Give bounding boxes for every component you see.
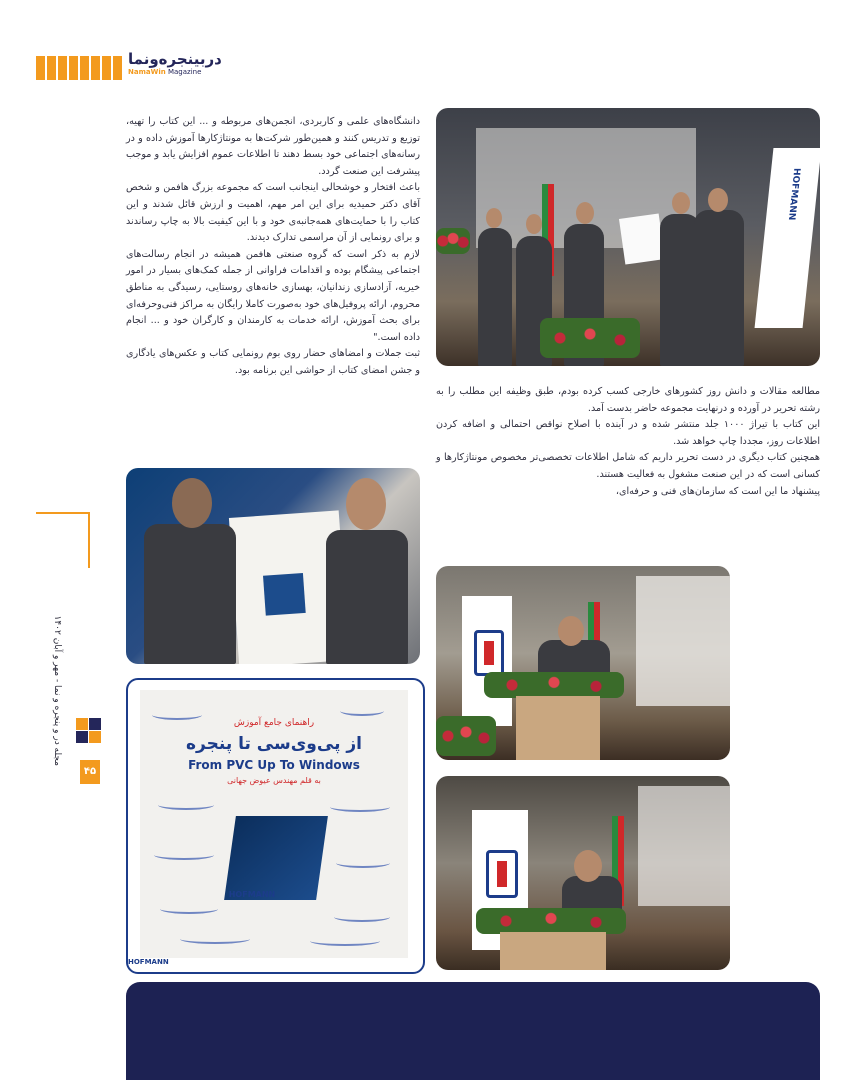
footer-band [126,982,820,1080]
article-paragraph: ثبت جملات و امضاهای حضار روی بوم رونمایی کتاب و عکس‌های یادگاری و جشن امضای کتاب از حواشی این برنامه بود. [126,348,420,376]
book-cover [224,816,328,900]
magazine-logo[interactable] [128,50,222,84]
article-paragraph: مطالعه مقالات و دانش روز کشورهای خارجی کسب کرده بودم، طبق وظیفه این مطلب را به رشته تحریر در آورده و درنهایت مجموعه حاضر بدست آمد. [436,386,820,414]
article-paragraph: این کتاب با تیراژ ۱۰۰۰ جلد منتشر شده و در آینده با اصلاح نواقص احتمالی و اضافه کردن اطلاعات روز، مجددا چاپ خواهد شد. [436,419,820,447]
article-paragraph: پیشنهاد ما این است که سازمان‌های فنی و حرفه‌ای، [615,485,820,497]
article-paragraph: لازم به ذکر است که گروه صنعتی هافمن همیشه در انجام رسالت‌های اجتماعی پیشگام بوده و اقدامات فراوانی از جمله کمک‌های بسیار در امور خیریه، آزادسازی زندانیان، بهسازی خانه‌های روستایی، رسیدگی به مناطق محروم، ارائه پروفیل‌های خود به‌صورت کاملا رایگان به مراکز فنی‌وحرفه‌ای برای بحث آموزش، ارائه خدمات به کارمندان و کارگران خود و ... انجام داده است." [126,248,420,343]
sidebar-magazine-line: مجله در و پنجره و نما - مهر و آبان ۱۴۰۲ [52,615,62,766]
frame-logo: HOFMANN [128,958,169,966]
stage-banner-text: HOFMANN [785,168,802,221]
photo-speaker-two [436,776,730,970]
photo-speaker-one [436,566,730,760]
photo-signed-poster [140,690,408,958]
article-paragraph: همچنین کتاب دیگری در دست تحریر داریم که شامل اطلاعات تخصصی‌تر مخصوص مونتاژکارها و کسانی است که در این صنعت مشغول به فعالیت هستند. [436,452,820,480]
logo-sub-text: NamaWin Magazine [128,68,202,76]
article-left-column [126,114,420,380]
article-right-column [436,384,820,500]
poster-title-en: From PVC Up To Windows [188,758,360,772]
page-number: ۴۵ [80,760,100,784]
poster-title: از پی‌وی‌سی تا پنجره [186,734,362,754]
window-logo-icon [76,718,102,746]
book-logo: HOFMANN [228,890,276,899]
photo-unveiling-ceremony [436,108,820,366]
article-paragraph: دانشگاه‌های علمی و کاربردی، انجمن‌های مربوطه و ... این کتاب را تهیه، توزیع و تدریس کنند و همین‌طور شرکت‌ها به مونتاژکارها آموزش داده و در رسانه‌های اجتماعی خود بسط دهند تا اطلاعات عموم افزایش یابد و موجب پیشرفت این صنعت گردد. [126,116,420,177]
poster-tagline: به قلم مهندس عیوض جهانی [227,776,321,785]
logo-main-text: دربینجره‌ونما [128,50,222,68]
header-color-stripes [36,56,124,80]
sidebar-accent-line [36,512,90,514]
photo-signing-poster [126,468,420,664]
sidebar-accent-line-vertical [88,512,90,568]
article-paragraph: باعث افتخار و خوشحالی اینجانب است که مجموعه بزرگ هافمن و شخص آقای دکتر حمیدیه برای این امر مهم، اهمیت و ارزش قائل شدند و این کتاب را با حمایت‌های همه‌جانبه‌ی خود و با این کیفیت بالا به چاپ رساندند و برای رونمایی از آن مراسمی تدارک دیدند. [126,182,420,244]
poster-subtitle: راهنمای جامع آموزش [233,718,315,728]
